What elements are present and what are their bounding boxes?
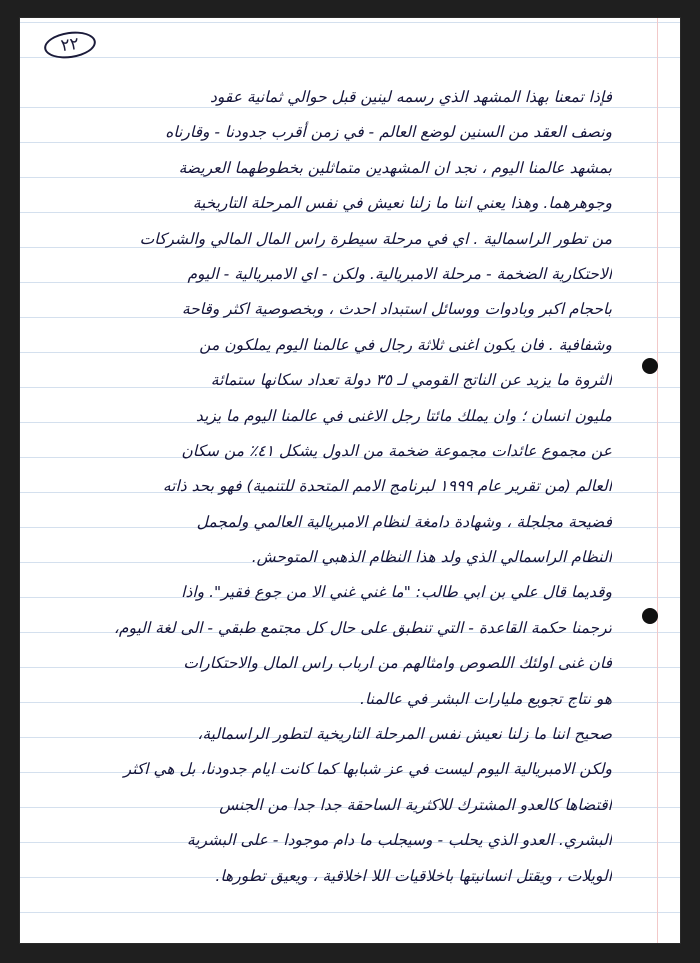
text-line: بمشهد عالمنا اليوم ، نجد ان المشهدين متماثلين بخطوطهما العريضة xyxy=(178,158,612,177)
text-line: الويلات ، ويقتل انسانيتها باخلاقيات اللا اخلاقية ، ويعيق تطورها. xyxy=(215,866,612,885)
text-line: البشري. العدو الذي يحلب - وسيجلب ما دام موجودا - على البشرية xyxy=(186,831,612,850)
text-line: وجوهرهما. وهذا يعني اننا ما زلنا نعيش في نفس المرحلة التاريخية xyxy=(192,194,612,213)
text-line: هو نتاج تجويع مليارات البشر في عالمنا. xyxy=(360,689,612,708)
notebook-page xyxy=(20,18,680,943)
text-line: وقديما قال علي بن ابي طالب: "ما غني غني الا من جوع فقير". واذا xyxy=(181,583,612,602)
margin-line xyxy=(657,18,658,943)
text-line: فإذا تمعنا بهذا المشهد الذي رسمه لينين قبل حوالي ثمانية عقود xyxy=(209,88,612,106)
text-line: فان غنى اولئك اللصوص وامثالهم من ارباب راس المال والاحتكارات xyxy=(183,654,612,673)
punch-hole xyxy=(642,608,658,624)
handwritten-text xyxy=(36,80,612,894)
page-number: ٢٢ xyxy=(42,29,97,62)
text-line: صحيح اننا ما زلنا نعيش نفس المرحلة التاريخية لتطور الراسمالية، xyxy=(197,725,612,744)
punch-hole xyxy=(642,358,658,374)
text-line: ولكن الامبريالية اليوم ليست في عز شبابها كما كانت ايام جدودنا، بل هي اكثر xyxy=(123,760,612,779)
text-line: مليون انسان ؛ وان يملك مائتا رجل الاغنى في عالمنا اليوم ما يزيد xyxy=(195,406,612,425)
text-line: ترجمنا حكمة القاعدة - التي تنطبق على حال كل مجتمع طبقي - الى لغة اليوم، xyxy=(113,618,612,637)
text-line: ونصف العقد من السنين لوضع العالم - في زمن أقرب جدودنا - وقارناه xyxy=(165,123,612,142)
text-line: الاحتكارية الضخمة - مرحلة الامبريالية. ولكن - اي الامبريالية - اليوم xyxy=(187,264,612,283)
text-line: وشفافية . فان يكون اغنى ثلاثة رجال في عالمنا اليوم يملكون من xyxy=(199,335,612,354)
text-line: اقتضاها كالعدو المشترك للاكثرية الساحقة جدا جدا من الجنس xyxy=(219,795,612,814)
text-line: من تطور الراسمالية . اي في مرحلة سيطرة راس المال المالي والشركات xyxy=(139,229,612,248)
text-line: النظام الراسمالي الذي ولد هذا النظام الذهبي المتوحش. xyxy=(251,548,612,567)
text-line: الثروة ما يزيد عن الناتج القومي لـ ٣٥ دولة تعداد سكانها ستمائة xyxy=(210,371,612,390)
text-line: عن مجموع عائدات مجموعة ضخمة من الدول يشكل ٤١٪ من سكان xyxy=(181,441,612,460)
text-line: فضيحة مجلجلة ، وشهادة دامغة لنظام الامبريالية العالمي ولمجمل xyxy=(196,512,612,531)
text-line: باحجام اكبر وبادوات ووسائل استبداد احدث ، وبخصوصية اكثر وقاحة xyxy=(181,300,612,319)
text-line: العالم (من تقرير عام ١٩٩٩ لبرنامج الامم المتحدة للتنمية) فهو بحد ذاته xyxy=(162,477,612,496)
